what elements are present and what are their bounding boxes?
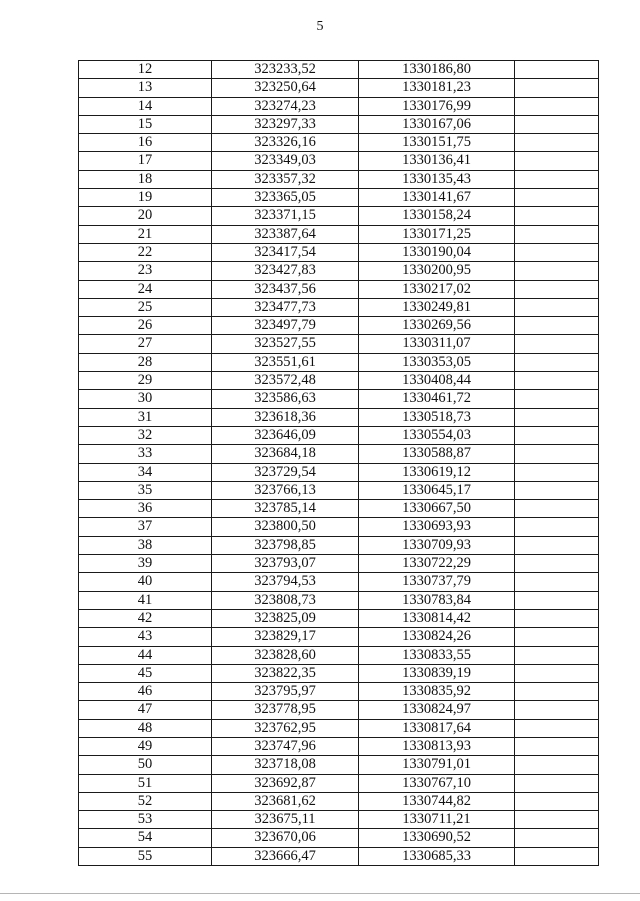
point-number-cell: 19 [79, 189, 212, 207]
empty-cell [515, 225, 599, 243]
point-number-cell: 41 [79, 591, 212, 609]
x-coordinate-cell: 323477,73 [212, 298, 359, 316]
table-row [79, 811, 599, 829]
empty-cell [515, 500, 599, 518]
empty-cell [515, 591, 599, 609]
y-coordinate-cell: 1330136,41 [359, 152, 515, 170]
y-coordinate-cell: 1330814,42 [359, 609, 515, 627]
y-coordinate-cell: 1330690,52 [359, 829, 515, 847]
table-row [79, 317, 599, 335]
table-row [79, 664, 599, 682]
point-number-cell: 32 [79, 426, 212, 444]
empty-cell [515, 811, 599, 829]
table-row [79, 61, 599, 79]
point-number-cell: 39 [79, 555, 212, 573]
point-number-cell: 35 [79, 481, 212, 499]
y-coordinate-cell: 1330744,82 [359, 792, 515, 810]
table-row [79, 97, 599, 115]
table-row [79, 335, 599, 353]
point-number-cell: 38 [79, 536, 212, 554]
table-row [79, 207, 599, 225]
y-coordinate-cell: 1330518,73 [359, 408, 515, 426]
y-coordinate-cell: 1330141,67 [359, 189, 515, 207]
x-coordinate-cell: 323829,17 [212, 628, 359, 646]
table-row [79, 225, 599, 243]
y-coordinate-cell: 1330722,29 [359, 555, 515, 573]
empty-cell [515, 683, 599, 701]
empty-cell [515, 61, 599, 79]
x-coordinate-cell: 323371,15 [212, 207, 359, 225]
point-number-cell: 13 [79, 79, 212, 97]
empty-cell [515, 463, 599, 481]
table-row [79, 719, 599, 737]
table-row [79, 555, 599, 573]
empty-cell [515, 79, 599, 97]
page-number: 5 [316, 19, 324, 34]
empty-cell [515, 445, 599, 463]
table-row [79, 353, 599, 371]
empty-cell [515, 152, 599, 170]
y-coordinate-cell: 1330135,43 [359, 170, 515, 188]
point-number-cell: 18 [79, 170, 212, 188]
point-number-cell: 12 [79, 61, 212, 79]
y-coordinate-cell: 1330181,23 [359, 79, 515, 97]
y-coordinate-cell: 1330767,10 [359, 774, 515, 792]
point-number-cell: 55 [79, 847, 212, 865]
y-coordinate-cell: 1330709,93 [359, 536, 515, 554]
table-row [79, 262, 599, 280]
x-coordinate-cell: 323297,33 [212, 115, 359, 133]
point-number-cell: 24 [79, 280, 212, 298]
empty-cell [515, 335, 599, 353]
y-coordinate-cell: 1330200,95 [359, 262, 515, 280]
x-coordinate-cell: 323417,54 [212, 243, 359, 261]
x-coordinate-cell: 323684,18 [212, 445, 359, 463]
table-row [79, 445, 599, 463]
empty-cell [515, 555, 599, 573]
x-coordinate-cell: 323795,97 [212, 683, 359, 701]
empty-cell [515, 774, 599, 792]
x-coordinate-cell: 323825,09 [212, 609, 359, 627]
x-coordinate-cell: 323250,64 [212, 79, 359, 97]
x-coordinate-cell: 323822,35 [212, 664, 359, 682]
point-number-cell: 15 [79, 115, 212, 133]
x-coordinate-cell: 323646,09 [212, 426, 359, 444]
x-coordinate-cell: 323437,56 [212, 280, 359, 298]
x-coordinate-cell: 323572,48 [212, 372, 359, 390]
x-coordinate-cell: 323798,85 [212, 536, 359, 554]
x-coordinate-cell: 323808,73 [212, 591, 359, 609]
table-row [79, 829, 599, 847]
empty-cell [515, 390, 599, 408]
point-number-cell: 30 [79, 390, 212, 408]
point-number-cell: 44 [79, 646, 212, 664]
table-row [79, 463, 599, 481]
x-coordinate-cell: 323349,03 [212, 152, 359, 170]
empty-cell [515, 737, 599, 755]
y-coordinate-cell: 1330190,04 [359, 243, 515, 261]
x-coordinate-cell: 323274,23 [212, 97, 359, 115]
x-coordinate-cell: 323365,05 [212, 189, 359, 207]
empty-cell [515, 134, 599, 152]
empty-cell [515, 847, 599, 865]
y-coordinate-cell: 1330554,03 [359, 426, 515, 444]
point-number-cell: 52 [79, 792, 212, 810]
point-number-cell: 23 [79, 262, 212, 280]
table-row [79, 79, 599, 97]
table-row [79, 426, 599, 444]
x-coordinate-cell: 323766,13 [212, 481, 359, 499]
y-coordinate-cell: 1330353,05 [359, 353, 515, 371]
table-row [79, 481, 599, 499]
empty-cell [515, 97, 599, 115]
x-coordinate-cell: 323793,07 [212, 555, 359, 573]
empty-cell [515, 646, 599, 664]
empty-cell [515, 756, 599, 774]
empty-cell [515, 719, 599, 737]
coordinates-table-body [79, 61, 599, 866]
y-coordinate-cell: 1330588,87 [359, 445, 515, 463]
y-coordinate-cell: 1330151,75 [359, 134, 515, 152]
point-number-cell: 28 [79, 353, 212, 371]
x-coordinate-cell: 323357,32 [212, 170, 359, 188]
table-row [79, 847, 599, 865]
table-row [79, 792, 599, 810]
point-number-cell: 47 [79, 701, 212, 719]
y-coordinate-cell: 1330813,93 [359, 737, 515, 755]
y-coordinate-cell: 1330217,02 [359, 280, 515, 298]
point-number-cell: 48 [79, 719, 212, 737]
empty-cell [515, 792, 599, 810]
x-coordinate-cell: 323762,95 [212, 719, 359, 737]
x-coordinate-cell: 323551,61 [212, 353, 359, 371]
table-row [79, 628, 599, 646]
table-row [79, 756, 599, 774]
point-number-cell: 34 [79, 463, 212, 481]
x-coordinate-cell: 323692,87 [212, 774, 359, 792]
y-coordinate-cell: 1330737,79 [359, 573, 515, 591]
empty-cell [515, 573, 599, 591]
x-coordinate-cell: 323233,52 [212, 61, 359, 79]
point-number-cell: 25 [79, 298, 212, 316]
x-coordinate-cell: 323800,50 [212, 518, 359, 536]
table-row [79, 609, 599, 627]
y-coordinate-cell: 1330824,97 [359, 701, 515, 719]
y-coordinate-cell: 1330269,56 [359, 317, 515, 335]
page-bottom-rule [0, 893, 640, 894]
x-coordinate-cell: 323778,95 [212, 701, 359, 719]
empty-cell [515, 115, 599, 133]
point-number-cell: 21 [79, 225, 212, 243]
y-coordinate-cell: 1330619,12 [359, 463, 515, 481]
point-number-cell: 22 [79, 243, 212, 261]
y-coordinate-cell: 1330711,21 [359, 811, 515, 829]
empty-cell [515, 372, 599, 390]
x-coordinate-cell: 323427,83 [212, 262, 359, 280]
point-number-cell: 53 [79, 811, 212, 829]
empty-cell [515, 280, 599, 298]
table-row [79, 408, 599, 426]
empty-cell [515, 664, 599, 682]
empty-cell [515, 170, 599, 188]
table-row [79, 573, 599, 591]
y-coordinate-cell: 1330249,81 [359, 298, 515, 316]
point-number-cell: 26 [79, 317, 212, 335]
x-coordinate-cell: 323785,14 [212, 500, 359, 518]
x-coordinate-cell: 323828,60 [212, 646, 359, 664]
point-number-cell: 45 [79, 664, 212, 682]
y-coordinate-cell: 1330171,25 [359, 225, 515, 243]
x-coordinate-cell: 323681,62 [212, 792, 359, 810]
point-number-cell: 40 [79, 573, 212, 591]
table-row [79, 591, 599, 609]
y-coordinate-cell: 1330783,84 [359, 591, 515, 609]
table-row [79, 518, 599, 536]
empty-cell [515, 317, 599, 335]
table-row [79, 134, 599, 152]
point-number-cell: 49 [79, 737, 212, 755]
y-coordinate-cell: 1330176,99 [359, 97, 515, 115]
x-coordinate-cell: 323618,36 [212, 408, 359, 426]
table-row [79, 280, 599, 298]
y-coordinate-cell: 1330667,50 [359, 500, 515, 518]
empty-cell [515, 426, 599, 444]
empty-cell [515, 518, 599, 536]
table-row [79, 774, 599, 792]
point-number-cell: 37 [79, 518, 212, 536]
y-coordinate-cell: 1330835,92 [359, 683, 515, 701]
x-coordinate-cell: 323718,08 [212, 756, 359, 774]
empty-cell [515, 481, 599, 499]
point-number-cell: 46 [79, 683, 212, 701]
point-number-cell: 36 [79, 500, 212, 518]
point-number-cell: 14 [79, 97, 212, 115]
table-row [79, 170, 599, 188]
empty-cell [515, 536, 599, 554]
empty-cell [515, 262, 599, 280]
x-coordinate-cell: 323675,11 [212, 811, 359, 829]
y-coordinate-cell: 1330461,72 [359, 390, 515, 408]
y-coordinate-cell: 1330186,80 [359, 61, 515, 79]
empty-cell [515, 408, 599, 426]
empty-cell [515, 298, 599, 316]
point-number-cell: 33 [79, 445, 212, 463]
y-coordinate-cell: 1330645,17 [359, 481, 515, 499]
y-coordinate-cell: 1330685,33 [359, 847, 515, 865]
empty-cell [515, 628, 599, 646]
point-number-cell: 16 [79, 134, 212, 152]
x-coordinate-cell: 323729,54 [212, 463, 359, 481]
table-row [79, 536, 599, 554]
y-coordinate-cell: 1330408,44 [359, 372, 515, 390]
empty-cell [515, 701, 599, 719]
table-row [79, 152, 599, 170]
point-number-cell: 17 [79, 152, 212, 170]
empty-cell [515, 189, 599, 207]
table-row [79, 646, 599, 664]
table-row [79, 390, 599, 408]
x-coordinate-cell: 323497,79 [212, 317, 359, 335]
empty-cell [515, 207, 599, 225]
point-number-cell: 43 [79, 628, 212, 646]
point-number-cell: 51 [79, 774, 212, 792]
y-coordinate-cell: 1330167,06 [359, 115, 515, 133]
table-row [79, 683, 599, 701]
point-number-cell: 27 [79, 335, 212, 353]
point-number-cell: 31 [79, 408, 212, 426]
x-coordinate-cell: 323586,63 [212, 390, 359, 408]
x-coordinate-cell: 323747,96 [212, 737, 359, 755]
table-row [79, 189, 599, 207]
empty-cell [515, 243, 599, 261]
table-row [79, 298, 599, 316]
table-row [79, 115, 599, 133]
y-coordinate-cell: 1330817,64 [359, 719, 515, 737]
x-coordinate-cell: 323794,53 [212, 573, 359, 591]
empty-cell [515, 829, 599, 847]
table-row [79, 372, 599, 390]
empty-cell [515, 609, 599, 627]
table-row [79, 243, 599, 261]
point-number-cell: 20 [79, 207, 212, 225]
x-coordinate-cell: 323666,47 [212, 847, 359, 865]
table-row [79, 737, 599, 755]
y-coordinate-cell: 1330824,26 [359, 628, 515, 646]
table-row [79, 701, 599, 719]
x-coordinate-cell: 323387,64 [212, 225, 359, 243]
x-coordinate-cell: 323670,06 [212, 829, 359, 847]
point-number-cell: 29 [79, 372, 212, 390]
x-coordinate-cell: 323527,55 [212, 335, 359, 353]
y-coordinate-cell: 1330833,55 [359, 646, 515, 664]
point-number-cell: 54 [79, 829, 212, 847]
point-number-cell: 42 [79, 609, 212, 627]
y-coordinate-cell: 1330839,19 [359, 664, 515, 682]
y-coordinate-cell: 1330158,24 [359, 207, 515, 225]
y-coordinate-cell: 1330693,93 [359, 518, 515, 536]
y-coordinate-cell: 1330791,01 [359, 756, 515, 774]
y-coordinate-cell: 1330311,07 [359, 335, 515, 353]
point-number-cell: 50 [79, 756, 212, 774]
coordinates-table [78, 60, 599, 866]
x-coordinate-cell: 323326,16 [212, 134, 359, 152]
empty-cell [515, 353, 599, 371]
table-row [79, 500, 599, 518]
